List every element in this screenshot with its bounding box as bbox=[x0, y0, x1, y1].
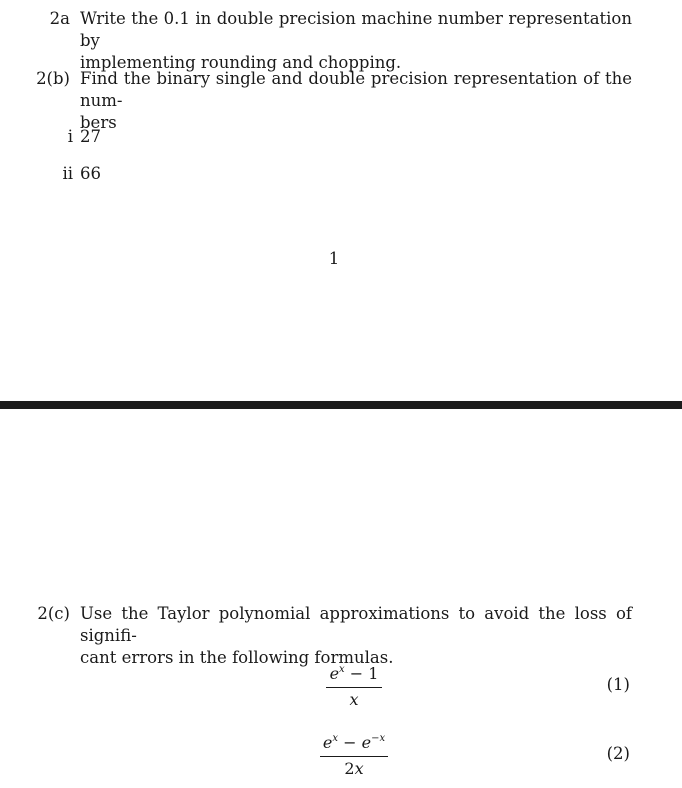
equation-1 bbox=[326, 660, 382, 710]
question-label: 2a bbox=[49, 9, 70, 28]
page-number: 1 bbox=[328, 249, 340, 268]
equation-number: (1) bbox=[606, 675, 630, 694]
question-text-line: Use the Taylor polynomial approximations to avoid the loss of signifi- bbox=[80, 604, 632, 645]
question-label: 2(c) bbox=[37, 604, 70, 623]
equation-denominator: 2x bbox=[344, 759, 364, 778]
equation-numerator: $e^x - e^{-x}$ bbox=[322, 733, 386, 752]
equation-number: (2) bbox=[606, 744, 630, 763]
question-text-line: bers bbox=[80, 113, 117, 132]
question-text-line: Write the 0.1 in double precision machine number representation by bbox=[80, 9, 632, 50]
sub-item-value: 66 bbox=[80, 164, 101, 183]
sub-item-value: 27 bbox=[80, 127, 101, 146]
equation-numerator: $e^x - 1$ bbox=[329, 664, 379, 683]
question-text-line: Find the binary single and double precision representation of the num- bbox=[80, 69, 632, 110]
fraction-bar bbox=[326, 687, 382, 688]
question-text-line: implementing rounding and chopping. bbox=[80, 53, 402, 72]
question-text-line: cant errors in the following formulas. bbox=[80, 648, 394, 667]
page-2 bbox=[0, 409, 682, 788]
question-text bbox=[80, 68, 632, 134]
question-text bbox=[80, 8, 632, 74]
sub-item-label: ii bbox=[62, 164, 73, 183]
question-label: 2(b) bbox=[36, 69, 70, 88]
equation-2 bbox=[320, 729, 388, 779]
equation-denominator: x bbox=[349, 690, 359, 709]
page-divider bbox=[0, 401, 682, 409]
fraction-bar bbox=[320, 756, 388, 757]
sub-item-label: i bbox=[67, 127, 73, 146]
